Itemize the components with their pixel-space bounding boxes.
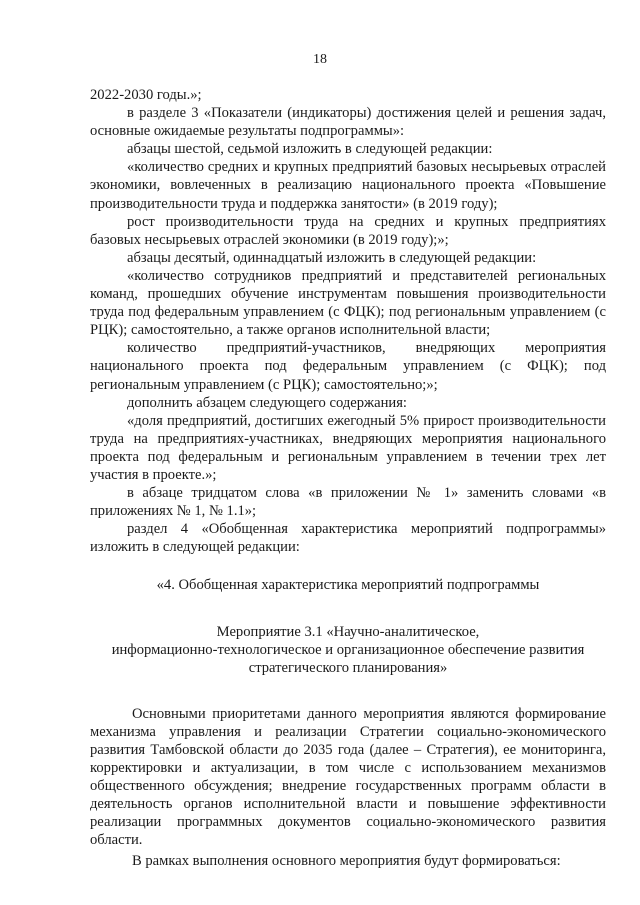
paragraph: рост производительности труда на средних и крупных предприятиях базовых несырьевых отраслей экономики (в 2019 году);»; [90,213,606,248]
paragraph: в абзаце тридцатом слова «в приложении № 1» заменить словами «в приложениях № 1, № 1.1»; [90,485,606,520]
paragraph: В рамках выполнения основного мероприятия будут формироваться: [132,852,561,869]
paragraph: абзацы десятый, одиннадцатый изложить в следующей редакции: [127,249,537,266]
paragraph: абзацы шестой, седьмой изложить в следующей редакции: [127,141,493,158]
subheading [90,623,606,677]
section-heading: «4. Обобщенная характеристика мероприятий подпрограммы [156,577,540,594]
paragraph: «доля предприятий, достигших ежегодный 5% прирост производительности труда на предприятиях-участниках, внедряющих мероприятия национального проекта под федеральным и региональным управлением в течении трех лет участия в проекте.»; [90,412,606,483]
paragraph: в разделе 3 «Показатели (индикаторы) достижения целей и решения задач, основные ожидаемые результаты подпрограммы»: [90,105,606,140]
paragraph: раздел 4 «Обобщенная характеристика мероприятий подпрограммы» изложить в следующей редакции: [90,521,606,556]
page-number: 18 [313,52,327,67]
subheading-line: Мероприятие 3.1 «Научно-аналитическое, [216,623,480,640]
paragraph: Основными приоритетами данного мероприятия являются формирование механизма управления и реализации Стратегии социально-экономического развития Тамбовской области до 2035 года (далее – Стратегия), ее мониторинга, корректировки и актуализации, в том числе с использованием механизмов общественного обсуждения; внедрение государственных программ области в деятельность органов исполнительной власти и повышение эффективности реализации программных документов социально-экономического развития области. [90,705,606,849]
subheading-line: стратегического планирования» [248,659,448,676]
paragraph: дополнить абзацем следующего содержания: [127,394,407,411]
document-body [90,86,606,870]
paragraph: «количество средних и крупных предприятий базовых несырьевых отраслей экономики, вовлеченных в реализацию национального проекта «Повышение производительности труда и поддержка занятости» (в 2019 году); [90,159,606,212]
subheading-line: информационно-технологическое и организационное обеспечение развития [111,641,585,658]
paragraph: «количество сотрудников предприятий и представителей региональных команд, прошедших обучение инструментам повышения производительности труда под федеральным управлением (с ФЦК); под региональным управлением (с РЦК); самостоятельно, а также органов исполнительной власти; [90,267,606,339]
paragraph: количество предприятий-участников, внедряющих мероприятия национального проекта под федеральным управлением (с ФЦК); под региональным управлением (с РЦК); самостоятельно;»; [90,340,606,393]
paragraph: 2022-2030 годы.»; [90,87,202,103]
